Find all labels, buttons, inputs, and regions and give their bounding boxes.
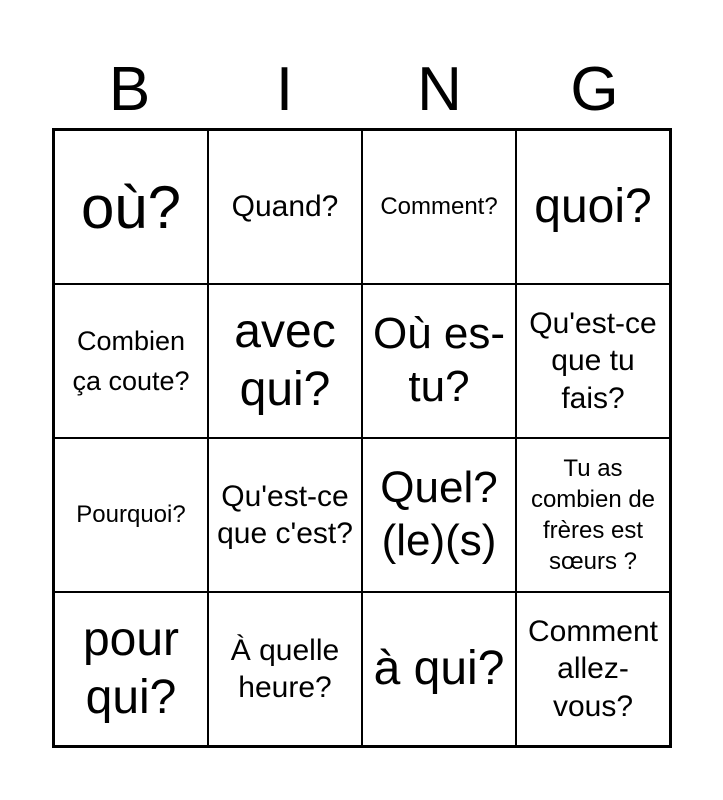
bingo-cell[interactable] <box>362 592 516 746</box>
bingo-cell[interactable] <box>54 130 208 284</box>
cell-text: Qu'est-ce que c'est? <box>217 479 353 550</box>
bingo-cell[interactable] <box>208 438 362 592</box>
cell-text: Comment? <box>380 193 498 221</box>
cell-text: Où es-tu? <box>372 309 506 411</box>
cell-text: quoi? <box>534 180 652 234</box>
bingo-cell[interactable] <box>362 438 516 592</box>
cell-text: où? <box>80 173 182 241</box>
cell-text: Tu as combien de frères est sœurs ? <box>530 454 656 576</box>
cell-text: Quand? <box>231 190 339 224</box>
bingo-cell[interactable] <box>362 284 516 438</box>
bingo-cell[interactable] <box>54 438 208 592</box>
header-letter-n: N <box>417 55 462 124</box>
bingo-cell[interactable] <box>54 592 208 746</box>
cell-text: À quelle heure? <box>230 633 340 704</box>
bingo-header <box>52 52 672 128</box>
bingo-grid <box>52 128 672 748</box>
bingo-cell[interactable] <box>54 284 208 438</box>
cell-text: pour qui? <box>82 613 180 724</box>
cell-text: Qu'est-ce que tu fais? <box>529 306 657 415</box>
bingo-cell[interactable] <box>516 130 670 284</box>
header-letter-i: I <box>275 55 294 124</box>
cell-text: Quel?(le)(s) <box>380 463 498 565</box>
header-letter-b: B <box>108 55 151 124</box>
bingo-cell[interactable] <box>516 284 670 438</box>
bingo-cell[interactable] <box>208 130 362 284</box>
bingo-cell[interactable] <box>362 130 516 284</box>
cell-text: Pourquoi? <box>76 501 186 529</box>
bingo-cell[interactable] <box>208 592 362 746</box>
cell-text: à qui? <box>373 642 505 696</box>
bingo-cell[interactable] <box>208 284 362 438</box>
cell-text: avec qui? <box>234 305 336 416</box>
cell-text: Combien ça coute? <box>72 325 190 396</box>
cell-text: Comment allez-vous? <box>527 614 659 723</box>
header-letter-g: G <box>570 55 619 124</box>
bingo-cell[interactable] <box>516 592 670 746</box>
bingo-cell[interactable] <box>516 438 670 592</box>
